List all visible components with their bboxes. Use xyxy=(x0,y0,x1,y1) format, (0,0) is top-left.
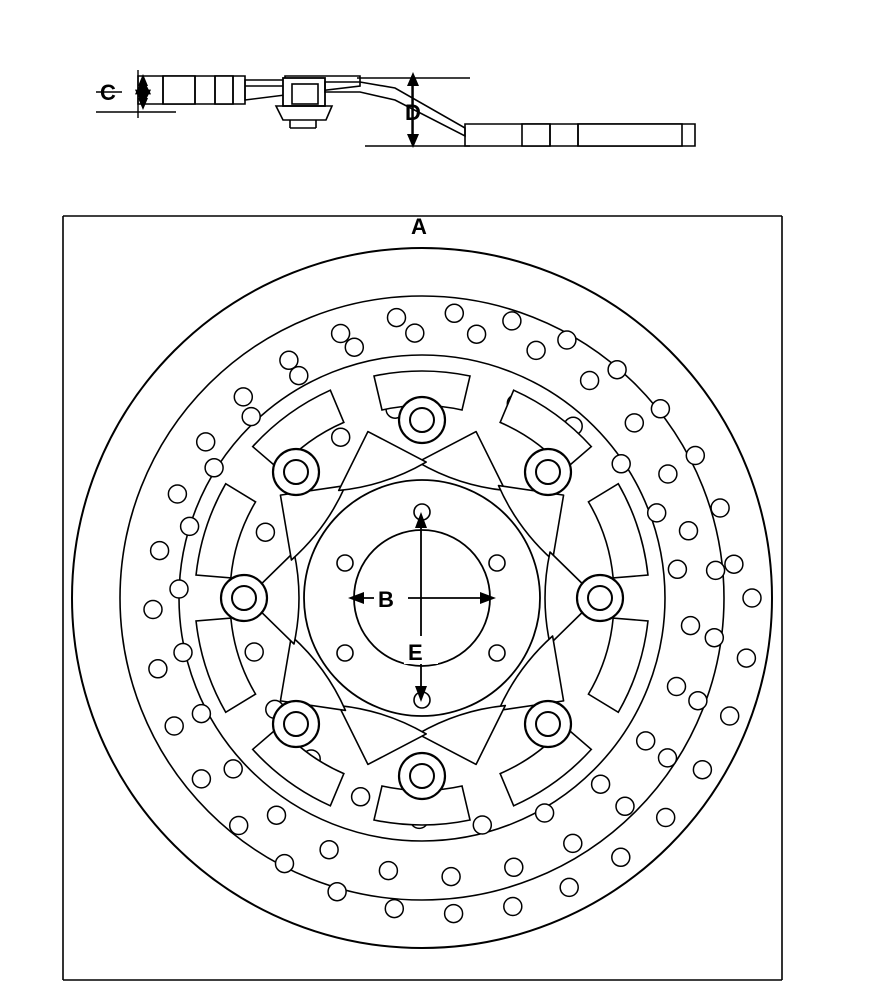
dimension-label-E: E xyxy=(408,640,423,665)
bolt-boss xyxy=(273,449,319,495)
bolt-boss xyxy=(577,575,623,621)
dimension-D xyxy=(405,72,421,148)
section-hub-boss xyxy=(276,78,332,128)
dimension-label-B: B xyxy=(378,587,394,612)
hub-hole-sw xyxy=(337,645,353,661)
bolt-boss xyxy=(399,753,445,799)
bolt-boss xyxy=(221,575,267,621)
dimension-label-A: A xyxy=(411,214,427,239)
dimension-label-D: D xyxy=(405,100,421,125)
bolt-boss xyxy=(399,397,445,443)
hub-hole-nw xyxy=(337,555,353,571)
hub-hole-se xyxy=(489,645,505,661)
section-right-band xyxy=(465,124,695,146)
hub-hole-ne xyxy=(489,555,505,571)
section-left-band xyxy=(138,76,245,104)
front-face-view xyxy=(63,214,782,980)
bolt-boss xyxy=(273,701,319,747)
bolt-boss xyxy=(525,449,571,495)
cross-section-view xyxy=(96,70,695,148)
bolt-boss xyxy=(525,701,571,747)
dimension-label-C: C xyxy=(100,80,116,105)
